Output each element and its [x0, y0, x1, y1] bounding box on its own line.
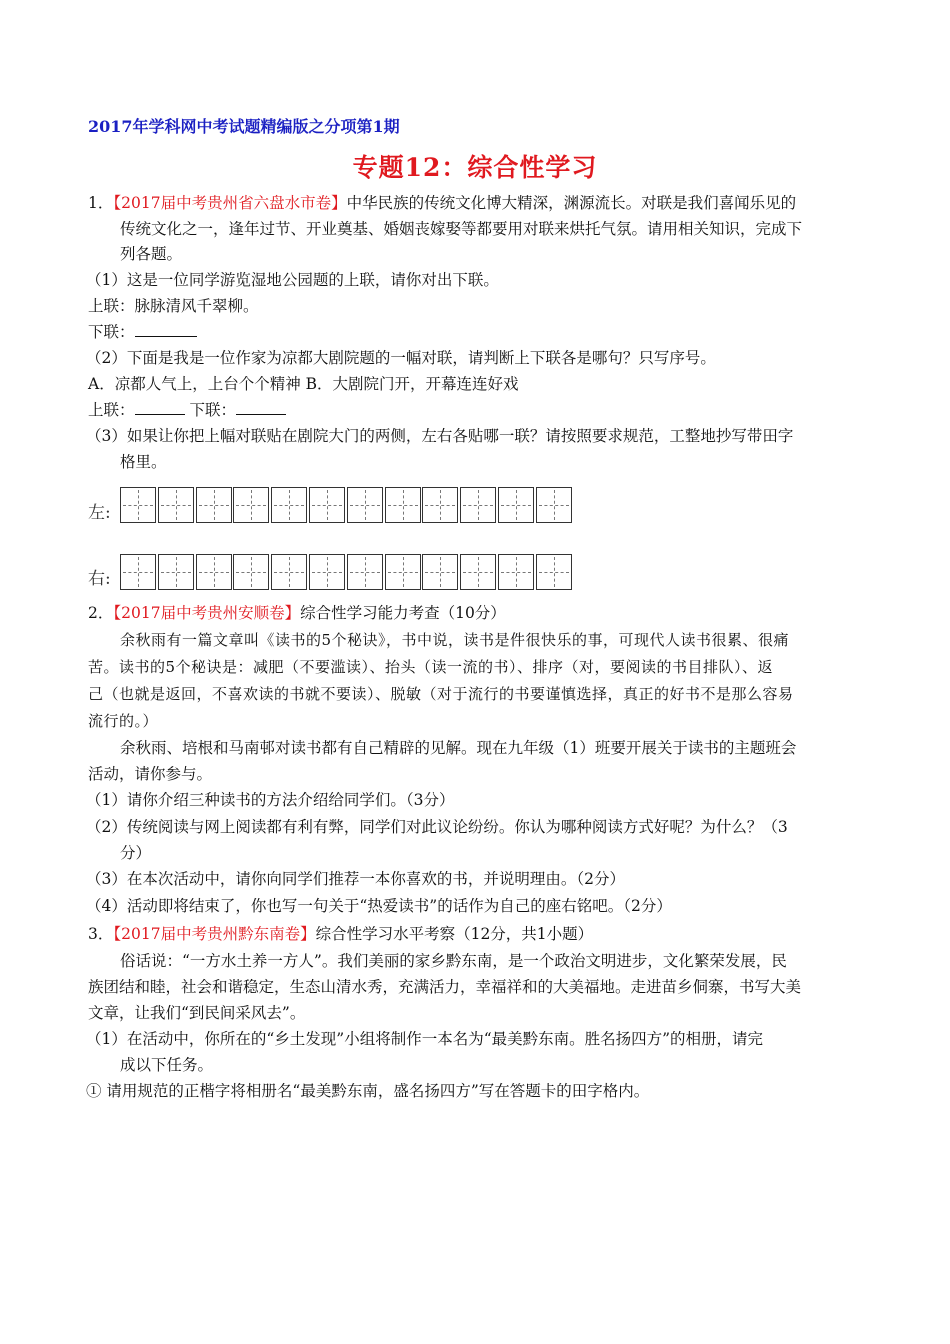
q1-answer-up-label: 上联： [88, 401, 135, 419]
q2-para2-line1: 余秋雨、培根和马南邨对读书都有自己精辟的见解。现在九年级（1）班要开展关于读书的主题班会 [120, 739, 797, 757]
q2-sub3: （3）在本次活动中，请你向同学们推荐一本你喜欢的书，并说明理由。（2分） [86, 870, 625, 888]
q1-intro-line3: 列各题。 [120, 245, 183, 263]
tianzige-grid [86, 484, 578, 594]
q1-part3-line1: （3）如果让你把上幅对联贴在剧院大门的两侧，左右各贴哪一联？请按照要求规范，工整地抄写带田字 [86, 427, 794, 445]
q2-para1-line4: 流行的。） [88, 712, 159, 730]
tianzige-cell[interactable] [120, 487, 156, 523]
tianzige-cell[interactable] [233, 487, 269, 523]
q3-number: 3． [88, 925, 114, 943]
q1-source: 【2017届中考贵州省六盘水市卷】 [113, 194, 347, 212]
q1-lower-label: 下联： [88, 323, 135, 341]
tianzige-cell[interactable] [158, 487, 194, 523]
q1-lower-answer-blank[interactable] [135, 322, 197, 337]
q3-para-line3: 文章，让我们“到民间采风去”。 [88, 1004, 306, 1022]
tianzige-cell[interactable] [271, 554, 307, 590]
q1-intro-line2: 传统文化之一，逢年过节、开业奠基、婚姻丧嫁娶等都要用对联来烘托气氛。请用相关知识，完成下 [120, 220, 803, 238]
q2-sub1: （1）请你介绍三种读书的方法介绍给同学们。（3分） [86, 791, 455, 809]
tianzige-cell[interactable] [536, 554, 572, 590]
tianzige-cell[interactable] [120, 554, 156, 590]
tianzige-cell[interactable] [309, 554, 345, 590]
q2-heading: 综合性学习能力考查（10分） [300, 604, 506, 622]
q3-para-line2: 族团结和睦，社会和谐稳定，生态山清水秀，充满活力，幸福祥和的大美福地。走进苗乡侗寨，书写大美 [88, 978, 802, 996]
grid-left-row[interactable] [120, 487, 574, 523]
q1-part1-prompt: （1）这是一位同学游览湿地公园题的上联，请你对出下联。 [86, 271, 499, 289]
q2-sub2-line2: 分） [120, 844, 152, 862]
q3-task1: ① 请用规范的正楷字将相册名“最美黔东南，盛名扬四方”写在答题卡的田字格内。 [86, 1082, 650, 1100]
grid-right-label: 右: [88, 569, 111, 589]
grid-left-label: 左: [88, 503, 111, 523]
page-title: 专题12：综合性学习 [352, 153, 598, 182]
q2-para1-line1: 余秋雨有一篇文章叫《读书的5个秘诀》，书中说，读书是件很快乐的事，可现代人读书很累、很痛 [120, 631, 790, 649]
q3-source: 【2017届中考贵州黔东南卷】 [113, 925, 316, 943]
grid-right-row[interactable] [120, 554, 574, 590]
tianzige-cell[interactable] [498, 554, 534, 590]
tianzige-cell[interactable] [385, 554, 421, 590]
tianzige-cell[interactable] [422, 487, 458, 523]
q2-source: 【2017届中考贵州安顺卷】 [113, 604, 301, 622]
tianzige-cell[interactable] [460, 487, 496, 523]
document-header: 2017年学科网中考试题精编版之分项第1期 [88, 117, 400, 136]
q2-sub4: （4）活动即将结束了，你也写一句关于“热爱读书”的话作为自己的座右铭吧。（2分） [86, 897, 672, 915]
q1-answer-down-blank[interactable] [236, 400, 286, 415]
tianzige-cell[interactable] [498, 487, 534, 523]
tianzige-cell[interactable] [460, 554, 496, 590]
q2-para2-line2: 活动，请你参与。 [88, 765, 213, 783]
q3-sub1-line2: 成以下任务。 [120, 1056, 214, 1074]
q1-answer-row [88, 399, 286, 421]
q2-sub2-line1: （2）传统阅读与网上阅读都有利有弊，同学们对此议论纷纷。你认为哪种阅读方式好呢？为什么？（3 [86, 818, 788, 836]
q3-sub1-line1: （1）在活动中，你所在的“乡土发现”小组将制作一本名为“最美黔东南。胜名扬四方”的相册，请完 [86, 1030, 764, 1048]
q2-title-line [88, 602, 506, 624]
tianzige-cell[interactable] [536, 487, 572, 523]
q1-intro-line1 [88, 192, 796, 214]
tianzige-cell[interactable] [271, 487, 307, 523]
tianzige-cell[interactable] [309, 487, 345, 523]
tianzige-cell[interactable] [422, 554, 458, 590]
q1-number: 1． [88, 194, 114, 212]
q1-lower-couplet-row [88, 321, 197, 343]
tianzige-cell[interactable] [233, 554, 269, 590]
q1-answer-up-blank[interactable] [135, 400, 185, 415]
q3-para-line1: 俗话说：“一方水土养一方人”。我们美丽的家乡黔东南，是一个政治文明进步，文化繁荣发展，民 [120, 952, 787, 970]
tianzige-cell[interactable] [196, 554, 232, 590]
q3-heading: 综合性学习水平考察（12分，共1小题） [315, 925, 594, 943]
q2-number: 2． [88, 604, 114, 622]
q1-answer-down-label: 下联： [189, 401, 236, 419]
tianzige-cell[interactable] [347, 554, 383, 590]
q3-title-line [88, 923, 593, 945]
tianzige-cell[interactable] [196, 487, 232, 523]
q1-part3-line2: 格里。 [120, 453, 167, 471]
tianzige-cell[interactable] [347, 487, 383, 523]
q2-para1-line3: 己（也就是返回，不喜欢读的书就不要读）、脱敏（对于流行的书要谨慎选择，真正的好书不是那么容易 [88, 685, 794, 703]
tianzige-cell[interactable] [158, 554, 194, 590]
q1-part2-prompt: （2）下面是我是一位作家为凉都大剧院题的一幅对联，请判断上下联各是哪句？只写序号。 [86, 349, 716, 367]
q1-upper-couplet: 上联：脉脉清风千翠柳。 [88, 297, 259, 315]
q2-para1-line2: 苦。读书的5个秘诀是：减肥（不要滥读）、抬头（读一流的书）、排序（对，要阅读的书目排队）、返 [88, 658, 774, 676]
tianzige-cell[interactable] [385, 487, 421, 523]
q1-options: A．凉都人气上，上台个个精神 B．大剧院门开，开幕连连好戏 [88, 375, 519, 393]
q1-intro-text: 中华民族的传统文化博大精深，渊源流长。对联是我们喜闻乐见的 [346, 194, 797, 212]
